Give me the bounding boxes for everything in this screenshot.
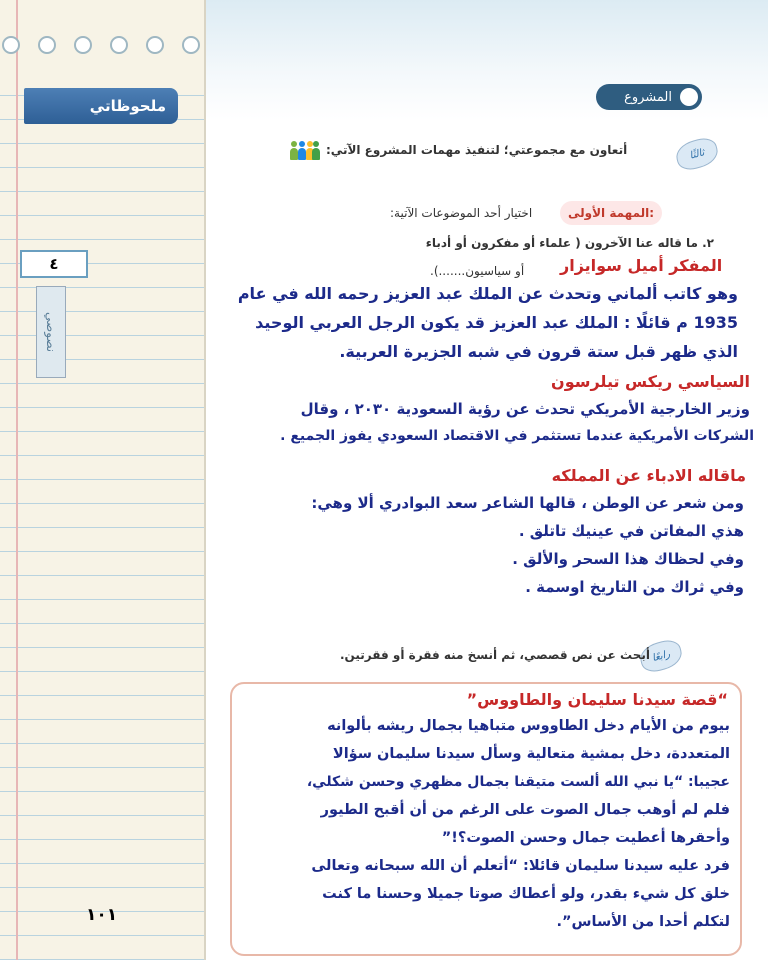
story-line: فلم لم أوهب جمال الصوت على الرغم من أن أقبح الطيور xyxy=(320,802,730,818)
fourth-task-text: أبحث عن نص قصصي، ثم أنسخ منه فقرة أو فقرتين. xyxy=(340,648,650,662)
binder-ring-icon xyxy=(38,36,56,54)
thinker-line: وهو كاتب ألماني وتحدث عن الملك عبد العزيز رحمه الله في عام xyxy=(237,284,738,303)
notebook-sidebar xyxy=(0,0,207,960)
task-label: المهمة الأولى: xyxy=(560,201,662,225)
binder-ring-icon xyxy=(146,36,164,54)
binder-ring-icon xyxy=(110,36,128,54)
story-line: خلق كل شيء بقدر، ولو أعطاك صوتا جميلا وحسنا ما كنت xyxy=(322,886,730,902)
notebook-top xyxy=(0,0,204,78)
collab-row xyxy=(290,138,670,162)
thinker-heading: المفكر أميل سوايزار xyxy=(560,256,723,275)
writers-line: هذي المفاتن في عينيك تاتلق . xyxy=(518,522,744,540)
story-title: “قصة سيدنا سليمان والطاووس” xyxy=(466,690,728,709)
unit-number-box: ٤ xyxy=(20,250,88,278)
politician-line: وزير الخارجية الأمريكي تحدث عن رؤية السعودية ٢٠٣٠ ، وقال xyxy=(300,400,750,418)
task-text: اختيار أحد الموضوعات الآتية: xyxy=(390,206,533,220)
politician-heading: السياسي ريكس تيلرسون xyxy=(551,372,750,391)
binder-ring-icon xyxy=(2,36,20,54)
story-line: عجيبا: “يا نبي الله ألست متيقنا بجمال مظهري وحسن شكلي، xyxy=(306,774,730,790)
side-tag: نصوصي xyxy=(36,286,66,378)
group-people-icon xyxy=(290,140,320,160)
badge-fourth-icon: رابعًا xyxy=(637,637,685,675)
writers-heading: ماقاله الادباء عن المملكه xyxy=(551,466,746,485)
margin-line xyxy=(16,0,18,960)
badge-third-icon: ثالثًا xyxy=(673,135,721,173)
thinker-line: 1935 م قائلًا : الملك عبد العزيز قد يكون الرجل العربي الوحيد xyxy=(255,313,738,332)
notes-tab: ملحوظاتي xyxy=(24,88,178,124)
binder-ring-icon xyxy=(182,36,200,54)
topic-item-end: أو سياسيون.......). xyxy=(430,264,525,278)
binder-ring-icon xyxy=(74,36,92,54)
writers-line: وفي ثراك من التاريخ اوسمة . xyxy=(525,578,744,596)
topic-item: ٢. ما قاله عنا الآخرون ( علماء أو مفكرون أو أدباء xyxy=(425,236,714,250)
story-line: المتعددة، دخل بمشية متعالية وسأل سيدنا سليمان سؤالا xyxy=(332,746,730,762)
thinker-line: الذي ظهر قبل ستة قرون في شبه الجزيرة العربية. xyxy=(339,342,738,361)
project-pill xyxy=(596,84,702,110)
story-line: وأحقرها أعطيت جمال وحسن الصوت؟!” xyxy=(441,830,730,846)
politician-line: الشركات الأمريكية عندما تستثمر في الاقتصاد السعودي يفوز الجميع . xyxy=(280,428,754,444)
writers-line: وفي لحظاك هذا السحر والألق . xyxy=(512,550,744,568)
writers-line: ومن شعر عن الوطن ، قالها الشاعر سعد البوادري ألا وهي: xyxy=(311,494,744,512)
story-line: فرد عليه سيدنا سليمان قائلا: “أتعلم أن الله سبحانه وتعالى xyxy=(311,858,730,874)
story-line: لتكلم أحدا من الأساس”. xyxy=(556,914,730,930)
collab-text: أتعاون مع مجموعتي؛ لتنفيذ مهمات المشروع الآتي: xyxy=(326,143,628,157)
page-number: ١٠١ xyxy=(86,905,118,925)
story-line: بيوم من الأيام دخل الطاووس متباهيا بجمال ريشه بألوانه xyxy=(327,718,730,734)
project-label: المشروع xyxy=(624,89,672,105)
toggle-dot-icon xyxy=(680,88,698,106)
